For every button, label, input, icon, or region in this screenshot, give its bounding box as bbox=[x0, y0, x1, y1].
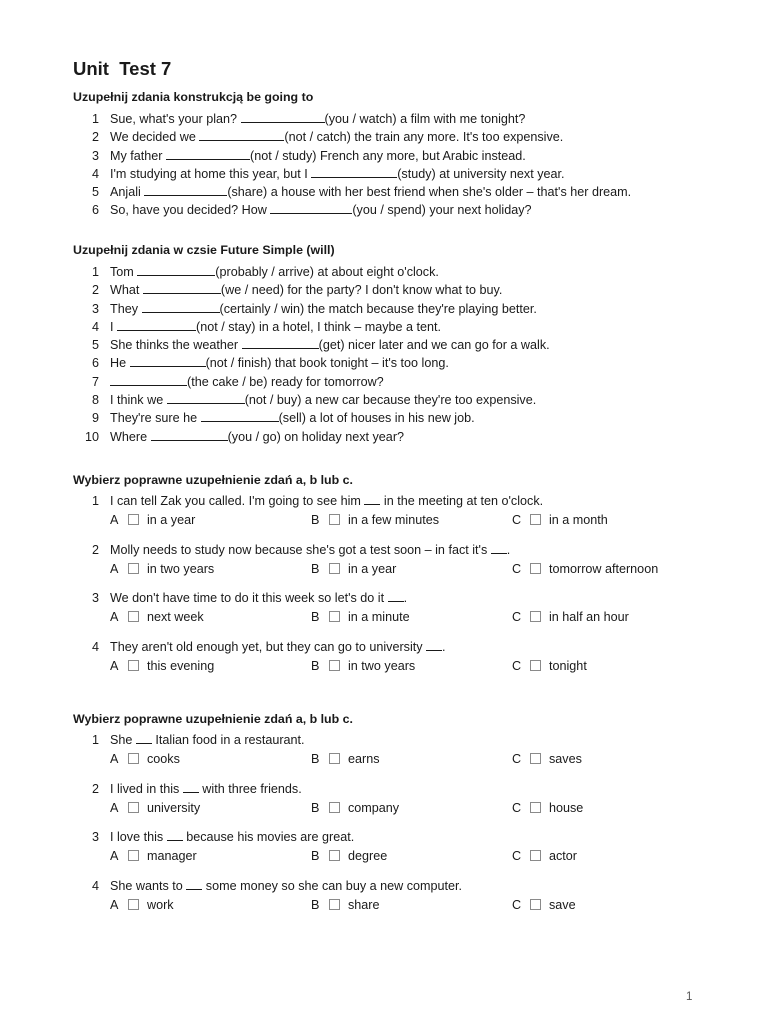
checkbox[interactable] bbox=[128, 753, 139, 764]
option-a[interactable] bbox=[110, 799, 200, 818]
option-c[interactable] bbox=[512, 560, 658, 579]
question-text-before: She bbox=[110, 733, 136, 747]
answer-blank[interactable] bbox=[199, 128, 284, 141]
option-label: company bbox=[348, 800, 400, 815]
exercise-item bbox=[73, 354, 753, 372]
question bbox=[73, 731, 753, 780]
option-letter: A bbox=[110, 610, 119, 624]
answer-blank[interactable] bbox=[201, 409, 279, 422]
question bbox=[73, 638, 753, 687]
question-text-before: I can tell Zak you called. I'm going to see him bbox=[110, 494, 365, 508]
option-letter: C bbox=[512, 610, 522, 624]
option-a[interactable] bbox=[110, 608, 204, 627]
checkbox[interactable] bbox=[329, 802, 340, 813]
question-text-before: They aren't old enough yet, but they can go to university bbox=[110, 639, 427, 654]
checkbox[interactable] bbox=[128, 850, 139, 861]
answer-blank bbox=[388, 589, 404, 602]
item-number: 2 bbox=[91, 542, 99, 557]
item-text-after: (get) nicer later and we can go for a walk. bbox=[318, 338, 550, 353]
answer-blank[interactable] bbox=[151, 428, 228, 441]
option-c[interactable] bbox=[512, 847, 577, 866]
exercise-item bbox=[73, 201, 753, 219]
option-c[interactable] bbox=[512, 896, 576, 915]
option-label: in two years bbox=[348, 658, 416, 673]
answer-blank[interactable] bbox=[270, 201, 352, 214]
exercise-item bbox=[73, 300, 753, 318]
checkbox[interactable] bbox=[329, 660, 340, 671]
option-letter: B bbox=[311, 897, 320, 912]
option-a[interactable] bbox=[110, 560, 214, 579]
answer-blank bbox=[364, 492, 380, 505]
checkbox[interactable] bbox=[329, 753, 340, 764]
answer-blank bbox=[426, 638, 442, 651]
item-text-after: (we / need) for the party? I don't know what to buy. bbox=[220, 283, 503, 298]
item-number: 4 bbox=[91, 166, 99, 181]
option-letter: C bbox=[512, 897, 522, 912]
option-letter: B bbox=[311, 800, 320, 815]
option-letter: B bbox=[311, 658, 320, 673]
option-label: work bbox=[147, 897, 174, 912]
item-text-after: (not / study) French any more, but Arabic instead. bbox=[250, 148, 526, 163]
checkbox[interactable] bbox=[128, 660, 139, 671]
section-multiple-choice-vocab bbox=[73, 710, 753, 925]
option-label: university bbox=[147, 800, 201, 815]
exercise-item bbox=[73, 281, 753, 299]
checkbox[interactable] bbox=[128, 611, 139, 622]
option-letter: A bbox=[110, 658, 119, 673]
item-number: 3 bbox=[91, 148, 99, 163]
option-letter: A bbox=[110, 513, 119, 527]
option-label: next week bbox=[147, 610, 204, 624]
option-a[interactable] bbox=[110, 657, 214, 676]
question-text-before: Molly needs to study now because she's got a test soon – in fact it's bbox=[110, 542, 491, 557]
section-be-going-to bbox=[73, 88, 753, 220]
option-label: in a month bbox=[549, 513, 608, 527]
question bbox=[73, 780, 753, 829]
item-text-before: I'm studying at home this year, but I bbox=[110, 166, 312, 181]
option-c[interactable] bbox=[512, 511, 608, 530]
option-label: in half an hour bbox=[549, 610, 629, 624]
item-number: 9 bbox=[91, 411, 99, 426]
option-letter: C bbox=[512, 658, 522, 673]
item-number: 4 bbox=[91, 319, 99, 334]
item-text-before: Sue, what's your plan? bbox=[110, 112, 241, 126]
section-future-simple bbox=[73, 241, 753, 446]
item-text-before: So, have you decided? How bbox=[110, 203, 271, 218]
answer-blank bbox=[183, 780, 199, 793]
item-text-before: They bbox=[110, 301, 142, 316]
checkbox[interactable] bbox=[329, 563, 340, 574]
option-letter: C bbox=[512, 561, 522, 576]
item-text-after: (study) at university next year. bbox=[397, 166, 565, 181]
item-number: 1 bbox=[91, 494, 99, 508]
item-text-after: (not / stay) in a hotel, I think – maybe a tent. bbox=[196, 319, 442, 334]
question-text-before: I love this bbox=[110, 830, 167, 844]
option-b[interactable] bbox=[311, 608, 410, 627]
exercise-item bbox=[73, 391, 753, 409]
option-label: this evening bbox=[147, 658, 215, 673]
option-a[interactable] bbox=[110, 511, 195, 530]
checkbox[interactable] bbox=[128, 563, 139, 574]
section-heading: Wybierz poprawne uzupełnienie zdań a, b lub c. bbox=[73, 473, 353, 487]
answer-blank bbox=[136, 731, 152, 744]
answer-blank[interactable] bbox=[130, 354, 206, 367]
option-letter: C bbox=[512, 800, 522, 815]
item-number: 1 bbox=[91, 733, 99, 747]
question bbox=[73, 492, 753, 541]
question-text-after: Italian food in a restaurant. bbox=[151, 733, 305, 747]
option-letter: B bbox=[311, 513, 320, 527]
option-c[interactable] bbox=[512, 657, 587, 676]
option-label: in a year bbox=[348, 561, 397, 576]
option-c[interactable] bbox=[512, 608, 629, 627]
option-label: saves bbox=[549, 752, 582, 766]
checkbox[interactable] bbox=[128, 802, 139, 813]
option-b[interactable] bbox=[311, 560, 396, 579]
item-number: 1 bbox=[91, 265, 99, 279]
option-letter: B bbox=[311, 610, 320, 624]
answer-blank[interactable] bbox=[110, 373, 187, 386]
item-text-before: She thinks the weather bbox=[110, 338, 242, 353]
item-text-before: They're sure he bbox=[110, 411, 201, 426]
item-text-after: (sell) a lot of houses in his new job. bbox=[278, 411, 475, 426]
item-number: 2 bbox=[91, 781, 99, 796]
item-text-before: He bbox=[110, 356, 130, 371]
item-text-before: My father bbox=[110, 148, 166, 163]
option-label: tomorrow afternoon bbox=[549, 561, 659, 576]
option-c[interactable] bbox=[512, 750, 582, 769]
answer-blank bbox=[167, 828, 183, 841]
checkbox[interactable] bbox=[530, 802, 541, 813]
exercise-item bbox=[73, 110, 753, 128]
item-number: 2 bbox=[91, 130, 99, 145]
item-text-before: We decided we bbox=[110, 130, 200, 145]
item-number: 5 bbox=[91, 185, 99, 200]
checkbox[interactable] bbox=[530, 850, 541, 861]
option-letter: A bbox=[110, 800, 119, 815]
answer-blank[interactable] bbox=[311, 165, 397, 178]
item-text-before: Tom bbox=[110, 265, 138, 279]
option-letter: B bbox=[311, 561, 320, 576]
option-label: tonight bbox=[549, 658, 587, 673]
page-title: Unit Test 7 bbox=[73, 58, 172, 79]
exercise-item bbox=[73, 373, 753, 391]
item-text-after: (not / finish) that book tonight – it's too long. bbox=[205, 356, 449, 371]
section-multiple-choice-time bbox=[73, 471, 753, 686]
answer-blank[interactable] bbox=[167, 391, 245, 404]
option-letter: C bbox=[512, 752, 522, 766]
option-letter: B bbox=[311, 752, 320, 766]
option-a[interactable] bbox=[110, 847, 197, 866]
option-label: degree bbox=[348, 849, 388, 863]
exercise-item bbox=[73, 336, 753, 354]
question-text-before: We don't have time to do it this week so let's do it bbox=[110, 591, 388, 605]
item-text-after: (the cake / be) ready for tomorrow? bbox=[187, 374, 384, 389]
question bbox=[73, 589, 753, 638]
checkbox[interactable] bbox=[329, 899, 340, 910]
checkbox[interactable] bbox=[128, 899, 139, 910]
checkbox[interactable] bbox=[530, 753, 541, 764]
item-number: 4 bbox=[91, 639, 99, 654]
answer-blank[interactable] bbox=[242, 336, 319, 349]
exercise-item bbox=[73, 409, 753, 427]
option-b[interactable] bbox=[311, 511, 439, 530]
option-letter: C bbox=[512, 849, 522, 863]
answer-blank[interactable] bbox=[117, 318, 196, 331]
option-letter: A bbox=[110, 849, 119, 863]
item-text-before: What bbox=[110, 283, 143, 298]
option-c[interactable] bbox=[512, 799, 583, 818]
page-number: 1 bbox=[686, 991, 693, 1003]
exercise-item bbox=[73, 165, 753, 183]
question-text-after: with three friends. bbox=[198, 781, 302, 796]
item-text-after: (probably / arrive) at about eight o'clock. bbox=[215, 265, 439, 279]
item-text-after: (share) a house with her best friend when she's older – that's her dream. bbox=[227, 185, 632, 200]
question-text-after: . bbox=[403, 591, 408, 605]
item-text-after: (not / buy) a new car because they're too expensive. bbox=[244, 393, 537, 408]
item-text-before: I think we bbox=[110, 393, 167, 408]
answer-blank[interactable] bbox=[143, 281, 221, 294]
exercise-item bbox=[73, 428, 753, 446]
item-number: 3 bbox=[91, 830, 99, 844]
question bbox=[73, 877, 753, 926]
item-number: 5 bbox=[91, 338, 99, 353]
option-letter: A bbox=[110, 752, 119, 766]
checkbox[interactable] bbox=[530, 660, 541, 671]
exercise-item bbox=[73, 183, 753, 201]
option-label: manager bbox=[147, 849, 197, 863]
question-text-after: . bbox=[506, 542, 511, 557]
answer-blank bbox=[491, 541, 507, 554]
option-label: share bbox=[348, 897, 380, 912]
option-letter: C bbox=[512, 513, 522, 527]
option-letter: A bbox=[110, 897, 119, 912]
item-text-before: Where bbox=[110, 429, 151, 444]
answer-blank[interactable] bbox=[137, 263, 215, 276]
question-text-after: . bbox=[442, 639, 446, 654]
checkbox[interactable] bbox=[329, 514, 340, 525]
option-b[interactable] bbox=[311, 847, 387, 866]
exercise-item bbox=[73, 147, 753, 165]
option-b[interactable] bbox=[311, 750, 380, 769]
item-number: 2 bbox=[91, 283, 99, 298]
question-text-after: because his movies are great. bbox=[182, 830, 355, 844]
item-text-after: (you / watch) a film with me tonight? bbox=[324, 112, 526, 126]
checkbox[interactable] bbox=[530, 611, 541, 622]
option-a[interactable] bbox=[110, 896, 174, 915]
item-text-after: (you / spend) your next holiday? bbox=[352, 203, 532, 218]
question bbox=[73, 828, 753, 877]
option-label: cooks bbox=[147, 752, 180, 766]
option-letter: B bbox=[311, 849, 320, 863]
option-label: in a few minutes bbox=[348, 513, 439, 527]
option-label: in a minute bbox=[348, 610, 410, 624]
question-text-after: some money so she can buy a new computer. bbox=[202, 878, 463, 893]
item-text-after: (not / catch) the train any more. It's too expensive. bbox=[284, 130, 564, 145]
item-number: 4 bbox=[91, 878, 99, 893]
option-letter: A bbox=[110, 561, 119, 576]
question-text-after: in the meeting at ten o'clock. bbox=[380, 494, 544, 508]
checkbox[interactable] bbox=[329, 850, 340, 861]
item-number: 1 bbox=[91, 112, 99, 126]
option-label: save bbox=[549, 897, 576, 912]
question-text-before: I lived in this bbox=[110, 781, 183, 796]
item-number: 10 bbox=[84, 429, 99, 444]
option-label: earns bbox=[348, 752, 380, 766]
item-number: 6 bbox=[91, 356, 99, 371]
checkbox[interactable] bbox=[329, 611, 340, 622]
exercise-item bbox=[73, 263, 753, 281]
option-a[interactable] bbox=[110, 750, 180, 769]
item-text-before: Anjali bbox=[110, 185, 145, 200]
option-label: actor bbox=[549, 849, 577, 863]
item-number: 3 bbox=[91, 301, 99, 316]
item-text-after: (certainly / win) the match because they're playing better. bbox=[219, 301, 537, 316]
item-text-before: I bbox=[110, 319, 117, 334]
item-text-after: (you / go) on holiday next year? bbox=[227, 429, 405, 444]
answer-blank[interactable] bbox=[144, 183, 227, 196]
question-text-before: She wants to bbox=[110, 878, 187, 893]
checkbox[interactable] bbox=[530, 563, 541, 574]
option-b[interactable] bbox=[311, 896, 380, 915]
item-number: 8 bbox=[91, 393, 99, 408]
item-number: 3 bbox=[91, 591, 99, 605]
section-heading: Uzupełnij zdania w czsie Future Simple (will) bbox=[73, 243, 335, 257]
answer-blank[interactable] bbox=[142, 300, 220, 313]
answer-blank[interactable] bbox=[241, 110, 325, 123]
checkbox[interactable] bbox=[128, 514, 139, 525]
exercise-item bbox=[73, 318, 753, 336]
question bbox=[73, 541, 753, 590]
answer-blank bbox=[186, 877, 202, 890]
item-number: 6 bbox=[91, 203, 99, 218]
item-number: 7 bbox=[91, 374, 99, 389]
exercise-item bbox=[73, 128, 753, 146]
answer-blank[interactable] bbox=[166, 147, 250, 160]
section-heading: Uzupełnij zdania konstrukcją be going to bbox=[73, 90, 314, 104]
checkbox[interactable] bbox=[530, 514, 541, 525]
option-b[interactable] bbox=[311, 799, 399, 818]
option-label: house bbox=[549, 800, 584, 815]
section-heading: Wybierz poprawne uzupełnienie zdań a, b lub c. bbox=[73, 712, 353, 726]
option-label: in two years bbox=[147, 561, 215, 576]
option-label: in a year bbox=[147, 513, 196, 527]
option-b[interactable] bbox=[311, 657, 415, 676]
checkbox[interactable] bbox=[530, 899, 541, 910]
